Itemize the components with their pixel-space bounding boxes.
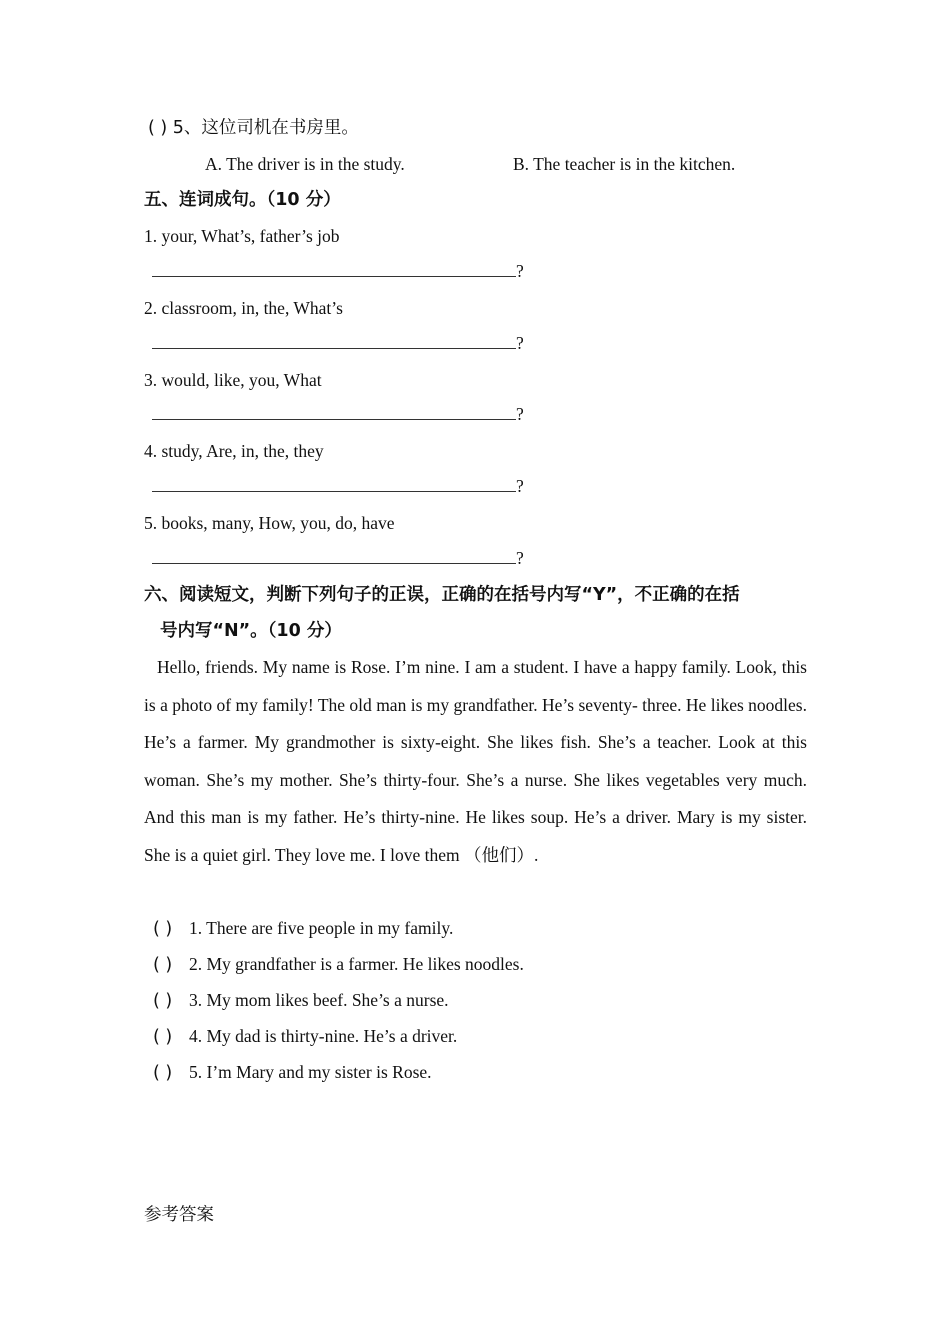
answer-blank-3[interactable]: ? [152,403,524,425]
statement-3 [153,989,449,1012]
answer-blank-5[interactable]: ? [152,547,524,569]
answers-heading: 参考答案 [144,1205,214,1225]
sentence-words-2: 2. classroom, in, the, What’s [144,298,343,318]
answer-blank-2[interactable]: ? [152,332,524,354]
statement-text: 3. My mom likes beef. She’s a nurse. [189,990,449,1010]
answer-paren[interactable]: ( ) [148,118,168,138]
statement-text: 4. My dad is thirty-nine. He’s a driver. [189,1026,458,1046]
statement-text: 1. There are five people in my family. [189,918,454,938]
answer-paren[interactable]: ( ) [153,955,173,975]
statement-text: 5. I’m Mary and my sister is Rose. [189,1062,432,1082]
statement-2 [153,953,524,976]
option-a: A. The driver is in the study. [205,154,405,174]
statement-5 [153,1061,432,1084]
question-prompt: 5、这位司机在书房里。 [172,118,359,138]
answer-paren[interactable]: ( ) [153,1063,173,1083]
statement-text: 2. My grandfather is a farmer. He likes noodles. [189,954,524,974]
section-6-title-line1: 六、阅读短文，判断下列句子的正误，正确的在括号内写“Y”，不正确的在括 [144,585,740,605]
statement-1 [153,917,453,940]
answer-paren[interactable]: ( ) [153,919,173,939]
answer-paren[interactable]: ( ) [153,1027,173,1047]
answer-blank-1[interactable]: ? [152,260,524,282]
sentence-words-1: 1. your, What’s, father’s job [144,226,340,246]
sentence-words-4: 4. study, Are, in, the, they [144,441,324,461]
answer-paren[interactable]: ( ) [153,991,173,1011]
statement-4 [153,1025,457,1048]
question-4-5 [148,117,359,139]
option-b: B. The teacher is in the kitchen. [513,154,736,174]
sentence-words-3: 3. would, like, you, What [144,370,322,390]
reading-passage [144,649,807,874]
sentence-words-5: 5. books, many, How, you, do, have [144,513,395,533]
section-6-title-line2: 号内写“N”。（10 分） [160,621,342,641]
passage-text: Hello, friends. My name is Rose. I’m nine. I am a student. I have a happy family. Look, this is a photo of my family! The old man is my grandfather. He’s seventy- three. He likes noodles. He’s a farmer. My grandmother is sixty-eight. She likes fish. She’s a teacher. Look at this woman. She’s my mother. She’s thirty-four. She’s a nurse. She likes vegetables very much. And this man is my father. He’s thirty-nine. He likes soup. He’s a driver. Mary is my sister. She is a quiet girl. They love me. I love them （他们）. [144,657,807,865]
section-5-title: 五、连词成句。（10 分） [144,190,341,210]
answer-blank-4[interactable]: ? [152,475,524,497]
